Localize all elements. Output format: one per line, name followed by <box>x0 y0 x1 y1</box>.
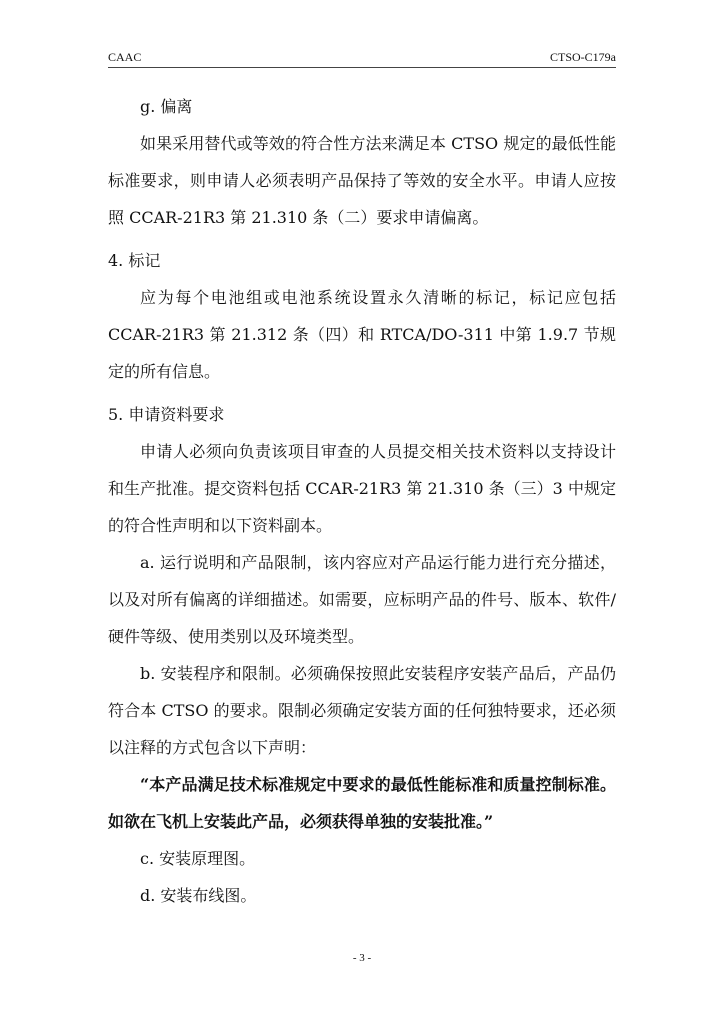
section-4-paragraph: 应为每个电池组或电池系统设置永久清晰的标记，标记应包括 CCAR-21R3 第 21.312 条（四）和 RTCA/DO-311 中第 1.9.7 节规定的所有信息。 <box>108 288 616 381</box>
header-rule <box>108 67 616 68</box>
page-number: - 3 - <box>352 952 372 964</box>
item-a-paragraph: a. 运行说明和产品限制，该内容应对产品运行能力进行充分描述，以及对所有偏离的详细描述。如需要，应标明产品的件号、版本、软件/硬件等级、使用类别以及环境类型。 <box>108 553 616 646</box>
subsection-g-title: g. 偏离 <box>140 97 193 116</box>
subsection-g-paragraph: 如果采用替代或等效的符合性方法来满足本 CTSO 规定的最低性能标准要求，则申请人必须表明产品保持了等效的安全水平。申请人应按照 CCAR-21R3 第 21.310 条（二）要求申请偏离。 <box>108 134 616 227</box>
section-5-paragraph: 申请人必须向负责该项目审查的人员提交相关技术资料以支持设计和生产批准。提交资料包括 CCAR-21R3 第 21.310 条（三）3 中规定的符合性声明和以下资料副本。 <box>108 442 616 535</box>
header-left-text: CAAC <box>108 50 142 64</box>
section-5-heading: 5. 申请资料要求 <box>108 405 225 424</box>
item-b-paragraph: b. 安装程序和限制。必须确保按照此安装程序安装产品后，产品仍符合本 CTSO 的要求。限制必须确定安装方面的任何独特要求，还必须以注释的方式包含以下声明： <box>108 664 616 757</box>
item-d: d. 安装布线图。 <box>140 886 257 905</box>
required-statement-quote: “本产品满足技术标准规定中要求的最低性能标准和质量控制标准。如欲在飞机上安装此产品，必须获得单独的安装批准。” <box>108 775 616 831</box>
item-c: c. 安装原理图。 <box>140 849 256 868</box>
page-header <box>108 50 616 68</box>
header-right-text: CTSO-C179a <box>550 50 616 64</box>
section-4-heading: 4. 标记 <box>108 251 161 270</box>
document-body <box>108 88 616 914</box>
